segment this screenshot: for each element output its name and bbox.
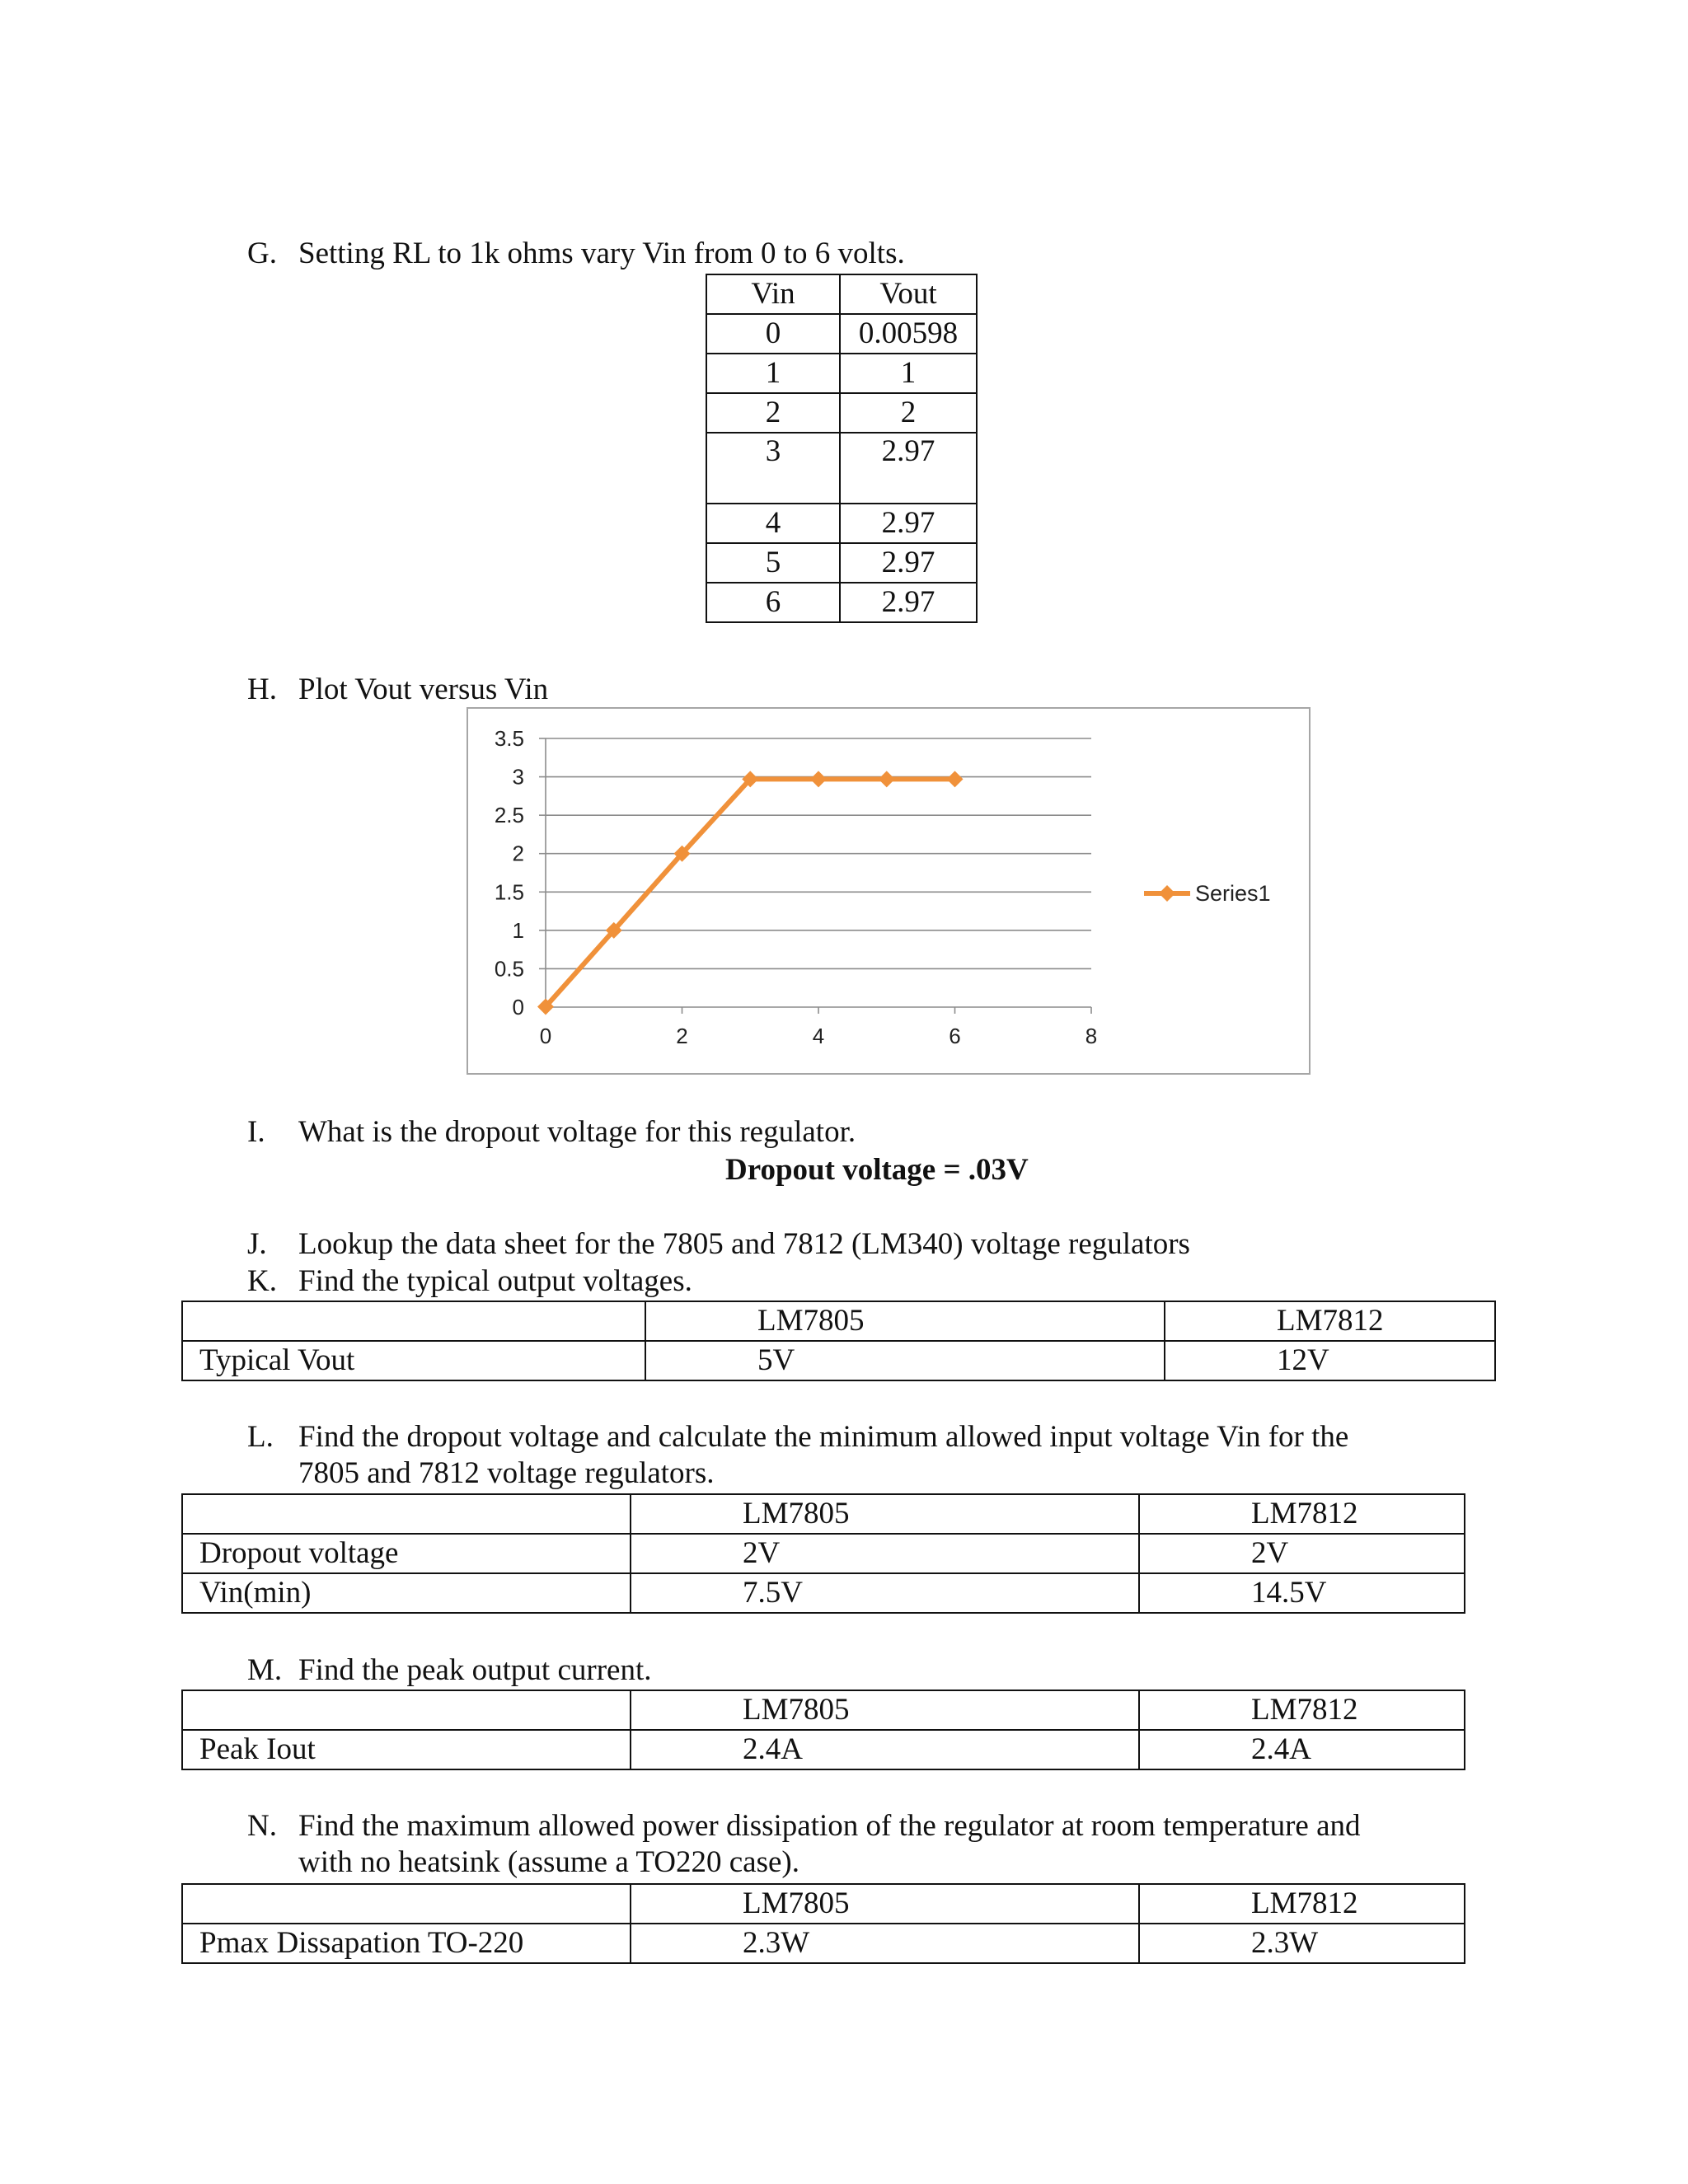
table-l-blank-header (182, 1494, 631, 1534)
x-tick-label: 0 (539, 1024, 552, 1048)
vin-vout-table (706, 274, 978, 623)
vin-cell: 4 (706, 504, 840, 543)
typical-vout-lm7805: 5V (645, 1341, 1165, 1380)
peak-iout-table (181, 1690, 1465, 1770)
table-m-blank-header (182, 1690, 631, 1730)
x-tick-label: 2 (676, 1024, 688, 1048)
y-tick-label: 3 (512, 764, 524, 790)
section-n-text-line1: Find the maximum allowed power dissipation of the regulator at room temperature and (298, 1809, 1361, 1843)
vin-cell: 1 (706, 354, 840, 393)
pmax-lm7805: 2.3W (631, 1924, 1139, 1963)
peak-iout-lm7812: 2.4A (1139, 1730, 1465, 1769)
legend-label: Series1 (1195, 881, 1271, 906)
section-h-text: Plot Vout versus Vin (298, 673, 549, 706)
section-k-text: Find the typical output voltages. (298, 1264, 692, 1298)
y-tick-label: 1.5 (494, 879, 524, 905)
x-tick-label: 4 (812, 1024, 825, 1048)
vout-header: Vout (840, 274, 977, 314)
vin-min-label: Vin(min) (182, 1573, 631, 1613)
y-tick-label: 0.5 (494, 956, 524, 982)
section-j-text: Lookup the data sheet for the 7805 and 7812 (LM340) voltage regulators (298, 1227, 1190, 1261)
section-h-label: H. (247, 673, 277, 706)
section-n-label: N. (247, 1809, 277, 1843)
table-m-lm7812-header: LM7812 (1139, 1690, 1465, 1730)
table-l-lm7805-header: LM7805 (631, 1494, 1139, 1534)
vin-min-lm7812: 14.5V (1139, 1573, 1465, 1613)
pmax-lm7812: 2.3W (1139, 1924, 1465, 1963)
table-k-blank-header (182, 1301, 645, 1341)
peak-iout-lm7805: 2.4A (631, 1730, 1139, 1769)
table-m-lm7805-header: LM7805 (631, 1690, 1139, 1730)
vin-min-lm7805: 7.5V (631, 1573, 1139, 1613)
typical-vout-label: Typical Vout (182, 1341, 645, 1380)
section-g-label: G. (247, 237, 277, 270)
y-tick-label: 3.5 (494, 726, 524, 751)
pmax-label: Pmax Dissapation TO-220 (182, 1924, 631, 1963)
table-n-lm7812-header: LM7812 (1139, 1884, 1465, 1924)
y-tick-label: 1 (512, 917, 524, 943)
y-tick-label: 2 (512, 841, 524, 866)
section-i-text: What is the dropout voltage for this regulator. (298, 1115, 856, 1149)
vout-cell: 2.97 (840, 543, 977, 583)
typical-vout-table (181, 1301, 1496, 1381)
table-n-lm7805-header: LM7805 (631, 1884, 1139, 1924)
x-tick-label: 8 (1085, 1024, 1098, 1048)
section-g-text: Setting RL to 1k ohms vary Vin from 0 to 6 volts. (298, 237, 905, 270)
vin-header: Vin (706, 274, 840, 314)
vout-cell: 2 (840, 393, 977, 433)
dropout-voltage-lm7805: 2V (631, 1534, 1139, 1573)
table-l-lm7812-header: LM7812 (1139, 1494, 1465, 1534)
vout-cell: 2.97 (840, 433, 977, 504)
x-tick-label: 6 (949, 1024, 961, 1048)
vin-cell: 6 (706, 583, 840, 622)
section-i-label: I. (247, 1115, 265, 1149)
section-n-text-line2: with no heatsink (assume a TO220 case). (298, 1845, 799, 1879)
dropout-voltage-label: Dropout voltage (182, 1534, 631, 1573)
table-n-blank-header (182, 1884, 631, 1924)
vin-cell: 0 (706, 314, 840, 354)
table-k-lm7805-header: LM7805 (645, 1301, 1165, 1341)
vout-cell: 2.97 (840, 504, 977, 543)
typical-vout-lm7812: 12V (1165, 1341, 1495, 1380)
vout-cell: 2.97 (840, 583, 977, 622)
dropout-vinmin-table (181, 1493, 1465, 1614)
vout-cell: 1 (840, 354, 977, 393)
vin-cell: 2 (706, 393, 840, 433)
section-j-label: J. (247, 1227, 267, 1261)
pmax-table (181, 1883, 1465, 1964)
dropout-voltage-lm7812: 2V (1139, 1534, 1465, 1573)
vin-cell: 5 (706, 543, 840, 583)
vout-cell: 0.00598 (840, 314, 977, 354)
y-tick-label: 0 (512, 995, 524, 1019)
section-k-label: K. (247, 1264, 277, 1298)
section-l-text-line1: Find the dropout voltage and calculate the minimum allowed input voltage Vin for the (298, 1420, 1349, 1454)
section-m-label: M. (247, 1653, 283, 1687)
peak-iout-label: Peak Iout (182, 1730, 631, 1769)
y-tick-label: 2.5 (494, 803, 524, 828)
dropout-answer: Dropout voltage = .03V (725, 1153, 1029, 1187)
section-m-text: Find the peak output current. (298, 1653, 652, 1687)
section-l-text-line2: 7805 and 7812 voltage regulators. (298, 1456, 715, 1490)
vout-vs-vin-chart (467, 707, 1311, 1075)
vin-cell: 3 (706, 433, 840, 504)
table-k-lm7812-header: LM7812 (1165, 1301, 1495, 1341)
section-l-label: L. (247, 1420, 274, 1454)
